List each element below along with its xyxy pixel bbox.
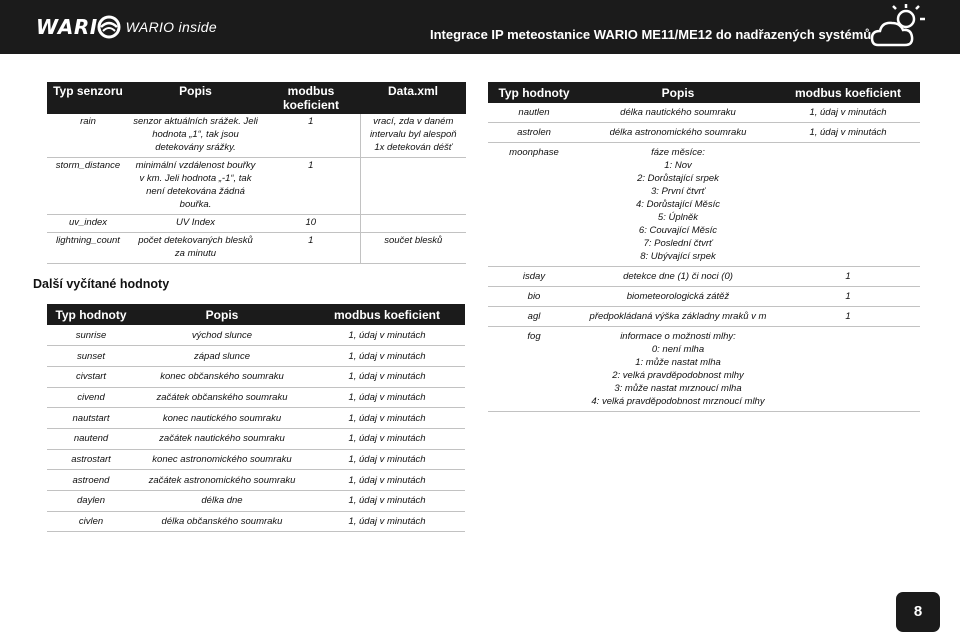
table-cell: 1, údaj v minutách — [309, 346, 465, 367]
table-cell: rain — [47, 114, 129, 158]
table-cell: storm_distance — [47, 158, 129, 215]
column-header: Typ hodnoty — [488, 82, 580, 103]
values-table-right — [488, 82, 920, 412]
wario-logo — [36, 9, 217, 45]
table-row — [47, 325, 465, 346]
table-cell: 1, údaj v minutách — [309, 428, 465, 449]
table-cell: isday — [488, 267, 580, 287]
table-row — [488, 327, 920, 412]
table-cell — [776, 143, 920, 267]
table-cell: konec astronomického soumraku — [135, 449, 309, 470]
table-cell: nautend — [47, 428, 135, 449]
table-cell: 1, údaj v minutách — [309, 408, 465, 429]
table-row — [488, 267, 920, 287]
table-cell: fáze měsíce: 1: Nov 2: Dorůstající srpek 3: První čtvrť 4: Dorůstající Měsíc 5: Úplněk 6: Couvající Měsíc 7: Poslední čtvrť 8: Ubývající srpek — [580, 143, 776, 267]
column-header: modbus koeficient — [262, 82, 360, 114]
table-cell: 1 — [776, 287, 920, 307]
table-cell: sunrise — [47, 325, 135, 346]
table-row — [47, 491, 465, 512]
table-cell: 1, údaj v minutách — [309, 366, 465, 387]
table-cell: 1 — [262, 158, 360, 215]
brand-name: WARI — [36, 15, 98, 39]
table-cell: 1, údaj v minutách — [309, 470, 465, 491]
column-header: Typ senzoru — [47, 82, 129, 114]
table-cell: 10 — [262, 215, 360, 233]
table-header-row — [488, 82, 920, 103]
table-cell: předpokládaná výška základny mraků v m — [580, 307, 776, 327]
table-cell: 1, údaj v minutách — [309, 511, 465, 532]
column-header: Popis — [129, 82, 262, 114]
table-row — [47, 449, 465, 470]
table-cell: fog — [488, 327, 580, 412]
table-row — [47, 114, 466, 158]
table-cell: vrací, zda v daném intervalu byl alespoň 1x detekován déšť — [360, 114, 466, 158]
sensor-table — [47, 82, 466, 264]
table-cell: sunset — [47, 346, 135, 367]
sun-cloud-icon — [868, 3, 930, 51]
table-cell: 1, údaj v minutách — [309, 387, 465, 408]
table-row — [47, 387, 465, 408]
table-cell: biometeorologická zátěž — [580, 287, 776, 307]
table-row — [488, 103, 920, 123]
table-cell: civlen — [47, 511, 135, 532]
swirl-icon — [96, 14, 122, 40]
table-cell: astrolen — [488, 123, 580, 143]
table-cell: západ slunce — [135, 346, 309, 367]
table-row — [488, 307, 920, 327]
table-cell — [776, 327, 920, 412]
table-cell: začátek astronomického soumraku — [135, 470, 309, 491]
table-cell: 1 — [776, 267, 920, 287]
table-cell: detekce dne (1) či noci (0) — [580, 267, 776, 287]
table-cell: začátek občanského soumraku — [135, 387, 309, 408]
table-cell: 1, údaj v minutách — [309, 449, 465, 470]
table-cell — [360, 215, 466, 233]
table-cell: počet detekovaných blesků za minutu — [129, 233, 262, 264]
table-row — [47, 428, 465, 449]
table-cell — [360, 158, 466, 215]
brand-inside-text: WARIO inside — [125, 19, 217, 35]
table-cell: minimální vzdálenost bouřky v km. Jeli hodnota „-1“, tak není detekována žádná bouřka. — [129, 158, 262, 215]
table-cell: 1, údaj v minutách — [309, 325, 465, 346]
table-cell: délka astronomického soumraku — [580, 123, 776, 143]
table-cell: astrostart — [47, 449, 135, 470]
table-row — [47, 366, 465, 387]
table-cell: začátek nautického soumraku — [135, 428, 309, 449]
table-cell: nautstart — [47, 408, 135, 429]
table-cell: délka nautického soumraku — [580, 103, 776, 123]
table-cell: 1 — [776, 307, 920, 327]
table-cell: agl — [488, 307, 580, 327]
table-cell: informace o možnosti mlhy: 0: není mlha 1: může nastat mlha 2: velká pravděpodobnost mlhy 3: může nastat mrznoucí mlha 4: velká pravděpodobnost mrznoucí mlhy — [580, 327, 776, 412]
table-cell: moonphase — [488, 143, 580, 267]
column-header: Data.xml — [360, 82, 466, 114]
table-row — [47, 158, 466, 215]
table-row — [47, 215, 466, 233]
table-cell: délka dne — [135, 491, 309, 512]
table-cell: civstart — [47, 366, 135, 387]
table-cell: 1 — [262, 114, 360, 158]
page-number-badge: 8 — [896, 592, 940, 632]
table-row — [47, 511, 465, 532]
table-row — [47, 408, 465, 429]
table-cell: civend — [47, 387, 135, 408]
table-cell: nautlen — [488, 103, 580, 123]
column-header: Popis — [135, 304, 309, 325]
table-row — [488, 123, 920, 143]
table-cell: 1, údaj v minutách — [776, 123, 920, 143]
table-cell: konec nautického soumraku — [135, 408, 309, 429]
section-heading: Další vyčítané hodnoty — [33, 277, 170, 291]
table-cell: bio — [488, 287, 580, 307]
table-cell: součet blesků — [360, 233, 466, 264]
table-cell: 1 — [262, 233, 360, 264]
table-row — [47, 233, 466, 264]
table-header-row — [47, 304, 465, 325]
table-cell: lightning_count — [47, 233, 129, 264]
table-cell: východ slunce — [135, 325, 309, 346]
column-header: modbus koeficient — [776, 82, 920, 103]
page-title: Integrace IP meteostanice WARIO ME11/ME12 do nadřazených systémů — [430, 27, 872, 42]
table-row — [488, 287, 920, 307]
table-cell: uv_index — [47, 215, 129, 233]
column-header: Typ hodnoty — [47, 304, 135, 325]
table-header-row — [47, 82, 466, 114]
table-cell: 1, údaj v minutách — [309, 491, 465, 512]
table-cell: délka občanského soumraku — [135, 511, 309, 532]
column-header: Popis — [580, 82, 776, 103]
table-row — [488, 143, 920, 267]
table-cell: konec občanského soumraku — [135, 366, 309, 387]
table-cell: astroend — [47, 470, 135, 491]
page-header — [0, 0, 960, 54]
table-row — [47, 346, 465, 367]
table-row — [47, 470, 465, 491]
table-cell: daylen — [47, 491, 135, 512]
table-cell: 1, údaj v minutách — [776, 103, 920, 123]
column-header: modbus koeficient — [309, 304, 465, 325]
values-table-left — [47, 304, 465, 532]
table-cell: senzor aktuálních srážek. Jeli hodnota „1“, tak jsou detekovány srážky. — [129, 114, 262, 158]
table-cell: UV Index — [129, 215, 262, 233]
